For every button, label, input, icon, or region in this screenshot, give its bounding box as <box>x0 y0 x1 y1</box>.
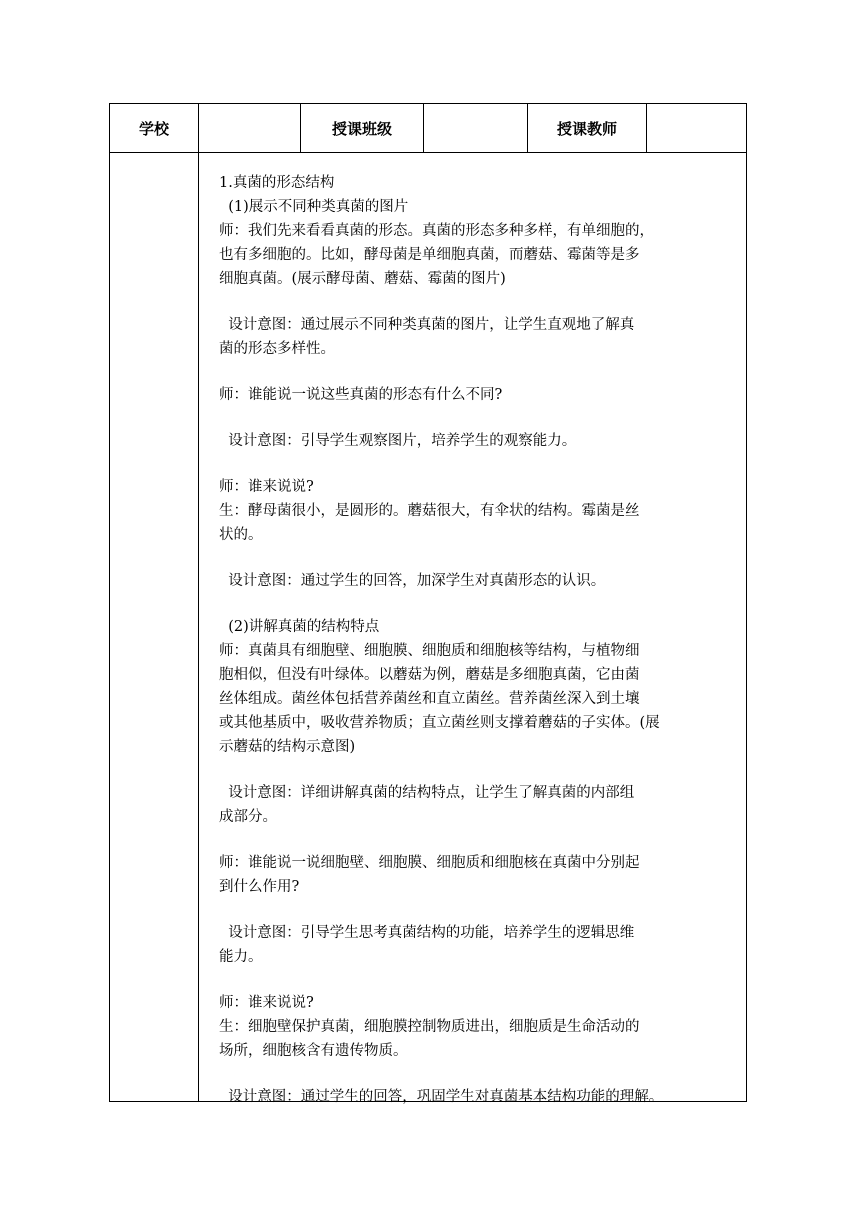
content-line: 师：我们先来看看真菌的形态。真菌的形态多种多样，有单细胞的， <box>219 223 654 239</box>
content-line: 设计意图：通过学生的回答，巩固学生对真菌基本结构功能的理解。 <box>219 1089 664 1105</box>
header-divider-2 <box>423 104 424 152</box>
teacher-label: 授课教师 <box>556 119 617 138</box>
paragraph-gap <box>219 1063 743 1085</box>
content-line: 也有多细胞的。比如，酵母菌是单细胞真菌，而蘑菇、霉菌等是多 <box>219 247 640 263</box>
content-line: 设计意图：详细讲解真菌的结构特点，让学生了解真菌的内部组 <box>219 785 635 801</box>
content-line: (1)展示不同种类真菌的图片 <box>219 199 409 215</box>
header-divider-1 <box>300 104 301 152</box>
content-line: 丝体组成。菌丝体包括营养菌丝和直立菌丝。营养菌丝深入到土壤 <box>219 691 640 707</box>
content-line: 能力。 <box>219 949 263 965</box>
content-line: 场所，细胞核含有遗传物质。 <box>219 1043 408 1059</box>
paragraph-gap <box>219 829 743 851</box>
content-line: (2)讲解真菌的结构特点 <box>219 619 380 635</box>
paragraph-gap <box>219 969 743 991</box>
content-line: 师：谁能说一说这些真菌的形态有什么不同? <box>219 387 503 403</box>
content-line: 状的。 <box>219 527 263 543</box>
paragraph-gap <box>219 407 743 429</box>
content-line: 师：真菌具有细胞壁、细胞膜、细胞质和细胞核等结构，与植物细 <box>219 643 640 659</box>
content-line: 生：细胞壁保护真菌，细胞膜控制物质进出，细胞质是生命活动的 <box>219 1019 640 1035</box>
school-label: 学校 <box>138 119 169 138</box>
content-line: 师：谁能说一说细胞壁、细胞膜、细胞质和细胞核在真菌中分别起 <box>219 855 640 871</box>
content-line: 师：谁来说说? <box>219 479 314 495</box>
class-label: 授课班级 <box>331 119 392 138</box>
content-line: 细胞真菌。(展示酵母菌、蘑菇、霉菌的图片) <box>219 271 506 287</box>
content-line: 或其他基质中，吸收营养物质；直立菌丝则支撑着蘑菇的子实体。(展 <box>219 715 660 731</box>
paragraph-gap <box>219 759 743 781</box>
content-line: 1.真菌的形态结构 <box>219 175 335 191</box>
paragraph-gap <box>219 453 743 475</box>
header-divider-3 <box>527 104 528 152</box>
content-line: 示蘑菇的结构示意图) <box>219 739 356 755</box>
content-line: 成部分。 <box>219 809 277 825</box>
content-line: 设计意图：引导学生思考真菌结构的功能，培养学生的逻辑思维 <box>219 925 635 941</box>
paragraph-gap <box>219 291 743 313</box>
content-line: 到什么作用? <box>219 879 300 895</box>
paragraph-gap <box>219 361 743 383</box>
content-line: 胞相似，但没有叶绿体。以蘑菇为例，蘑菇是多细胞真菌，它由菌 <box>219 667 640 683</box>
lesson-plan-table <box>109 103 747 1105</box>
paragraph-gap <box>219 547 743 569</box>
teacher-value-cell <box>647 104 746 152</box>
content-line: 菌的形态多样性。 <box>219 341 335 357</box>
content-line: 师：谁来说说? <box>219 995 314 1011</box>
content-line: 设计意图：通过展示不同种类真菌的图片，让学生直观地了解真 <box>219 317 635 333</box>
content-line: 生：酵母菌很小，是圆形的。蘑菇很大，有伞状的结构。霉菌是丝 <box>219 503 640 519</box>
school-value-cell <box>199 104 300 152</box>
left-column-divider <box>198 104 199 1101</box>
header-row-divider <box>110 152 746 153</box>
paragraph-gap <box>219 593 743 615</box>
class-value-cell <box>424 104 527 152</box>
lesson-content <box>219 171 743 1109</box>
content-line: 设计意图：通过学生的回答，加深学生对真菌形态的认识。 <box>219 573 606 589</box>
paragraph-gap <box>219 899 743 921</box>
content-line: 设计意图：引导学生观察图片，培养学生的观察能力。 <box>219 433 577 449</box>
header-divider-4 <box>646 104 647 152</box>
